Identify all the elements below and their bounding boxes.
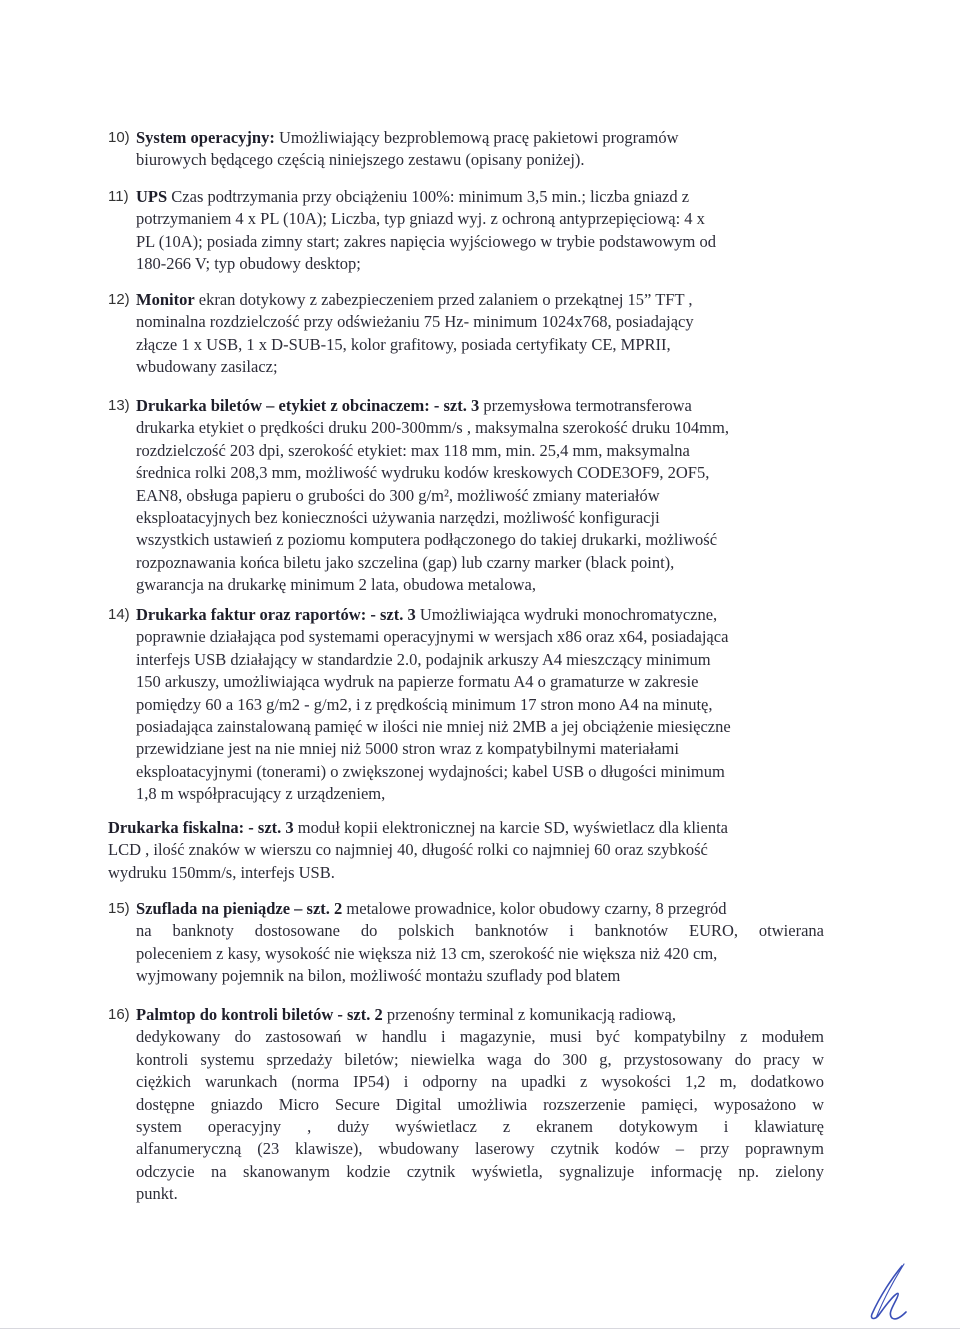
item-text: przemysłowa termotransferowa	[479, 396, 692, 415]
item-text: biurowych będącego częścią niniejszego zestawu (opisany poniżej).	[136, 150, 585, 170]
item-text: 180-266 V; typ obudowy desktop;	[136, 254, 361, 274]
item-text: PL (10A); posiada zimny start; zakres napięcia wyjściowego w trybie podstawowym od	[136, 231, 716, 251]
item-number: 12)	[108, 291, 130, 308]
item-title: Palmtop do kontroli biletów - szt. 2	[136, 1005, 383, 1024]
item-text: dedykowany do zastosowań w handlu i magazynie, musi być kompatybilny z modułem	[136, 1027, 824, 1047]
item-text: gwarancja na drukarkę minimum 2 lata, obudowa metalowa,	[136, 575, 536, 595]
item-number: 16)	[108, 1006, 130, 1023]
item-text: system operacyjny , duży wyświetlacz z ekranem dotykowym i klawiaturę	[136, 1117, 824, 1137]
item-text: Umożliwiający bezproblemową pracę pakietowi programów	[274, 128, 679, 147]
item-text: Umożliwiająca wydruki monochromatyczne,	[415, 605, 718, 624]
item-title: UPS	[136, 187, 168, 206]
item-10-system-operacyjny	[108, 127, 824, 172]
item-text: posiadająca zainstalowaną pamięć w ilości nie mniej niż 2MB a jej obciążenie miesięczne	[136, 717, 731, 737]
item-text: 1,8 m współpracujący z urządzeniem,	[136, 784, 386, 804]
item-text: 150 arkuszy, umożliwiająca wydruk na papierze formatu A4 o gramaturze w zakresie	[136, 672, 699, 692]
item-drukarka-fiskalna	[108, 817, 824, 884]
item-text: poleceniem z kasy, wysokość nie większa niż 13 cm, szerokość nie większa niż 420 cm,	[136, 943, 718, 963]
signature-initials	[858, 1262, 918, 1326]
item-text: eksploatacyjnymi (tonerami) o zwiększonej wydajności; kabel USB o długości minimum	[136, 761, 725, 781]
item-text: odczycie na skanowanym kodzie czytnik wyświetla, sygnalizuje informację np. zielony	[136, 1161, 824, 1181]
page-edge	[0, 1328, 960, 1329]
item-text: EAN8, obsługa papieru o grubości do 300 g/m², możliwość zmiany materiałów	[136, 485, 660, 505]
item-text: poprawnie działająca pod systemami operacyjnymi w wersjach x86 oraz x64, posiadająca	[136, 627, 729, 647]
item-text: przewidziane jest na nie mniej niż 5000 stron wraz z kompatybilnymi materiałami	[136, 739, 679, 759]
item-title: System operacyjny:	[136, 128, 275, 147]
item-text: wbudowany zasilacz;	[136, 357, 278, 377]
item-text: przenośny terminal z komunikacją radiową,	[382, 1005, 676, 1024]
item-text: LCD , ilość znaków w wierszu co najmniej 40, długość rolki co najmniej 60 oraz szybkość	[108, 840, 708, 860]
item-number: 11)	[108, 188, 129, 205]
item-text: ciężkich warunkach (norma IP54) i odporny na upadki z wysokości 1,2 m, dodatkowo	[136, 1072, 824, 1092]
item-11-ups	[108, 186, 824, 276]
item-text: wszystkich ustawień z poziomu komputera podłączonego do takiej drukarki, możliwość	[136, 530, 718, 550]
item-text: na banknoty dostosowane do polskich banknotów i banknotów EURO, otwierana	[136, 921, 824, 941]
item-14-drukarka-faktur	[108, 604, 824, 806]
item-text: pomiędzy 60 a 163 g/m2 - g/m2, i z prędkością minimum 17 stron mono A4 na minutę,	[136, 694, 713, 714]
item-text: metalowe prowadnice, kolor obudowy czarny, 8 przegród	[342, 899, 727, 918]
item-15-szuflada	[108, 898, 824, 988]
item-number: 13)	[108, 397, 130, 414]
item-text: rozdzielczość 203 dpi, szerokość etykiet: max 118 mm, min. 25,4 mm, maksymalna	[136, 440, 690, 460]
item-16-palmtop	[108, 1004, 824, 1206]
item-13-drukarka-biletow	[108, 395, 824, 597]
item-text: złącze 1 x USB, 1 x D-SUB-15, kolor grafitowy, posiada certyfikaty CE, MPRII,	[136, 334, 671, 354]
item-title: Drukarka biletów – etykiet z obcinaczem: - szt. 3	[136, 396, 480, 415]
item-text: alfanumeryczną (23 klawisze), wbudowany laserowy czytnik kodów – przy poprawnym	[136, 1139, 824, 1159]
item-text: średnica rolki 208,3 mm, możliwość wydruku kodów kreskowych CODE3OF9, 2OF5,	[136, 463, 710, 483]
item-text: ekran dotykowy z zabezpieczeniem przed zalaniem o przekątnej 15” TFT ,	[194, 290, 693, 309]
item-text: wydruku 150mm/s, interfejs USB.	[108, 862, 335, 882]
item-title: Drukarka faktur oraz raportów: - szt. 3	[136, 605, 416, 624]
item-number: 14)	[108, 606, 130, 623]
item-title: Monitor	[136, 290, 195, 309]
item-text: Czas podtrzymania przy obciążeniu 100%: minimum 3,5 min.; liczba gniazd z	[167, 187, 690, 206]
item-text: wyjmowany pojemnik na bilon, możliwość montażu szuflady pod blatem	[136, 966, 621, 986]
item-text: nominalna rozdzielczość przy odświeżaniu 75 Hz- minimum 1024x768, posiadający	[136, 312, 694, 332]
item-text: eksploatacyjnych bez konieczności używania narzędzi, możliwość konfiguracji	[136, 508, 660, 528]
item-title: Szuflada na pieniądze – szt. 2	[136, 899, 343, 918]
item-text: kontroli systemu sprzedaży biletów; niewielka waga do 300 g, przystosowany do pracy w	[136, 1049, 824, 1069]
item-text: rozpoznawania końca biletu jako szczelina (gap) lub czarny marker (black point),	[136, 552, 675, 572]
item-number: 15)	[108, 900, 130, 917]
item-text: interfejs USB działający w standardzie 2.0, podajnik arkuszy A4 mieszczący minimum	[136, 649, 711, 669]
item-text: moduł kopii elektronicznej na karcie SD, wyświetlacz dla klienta	[293, 818, 728, 837]
item-text: drukarka etykiet o prędkości druku 200-300mm/s , maksymalna szerokość druku 104mm,	[136, 418, 729, 438]
item-title: Drukarka fiskalna: - szt. 3	[108, 818, 294, 837]
item-number: 10)	[108, 129, 130, 146]
item-text: dostępne gniazdo Micro Secure Digital umożliwia rozszerzenie pamięci, wyposażono w	[136, 1094, 824, 1114]
item-text: potrzymaniem 4 x PL (10A); Liczba, typ gniazd wyj. z ochroną antyprzepięciową: 4 x	[136, 209, 705, 229]
item-12-monitor	[108, 289, 824, 379]
item-text: punkt.	[136, 1184, 178, 1204]
